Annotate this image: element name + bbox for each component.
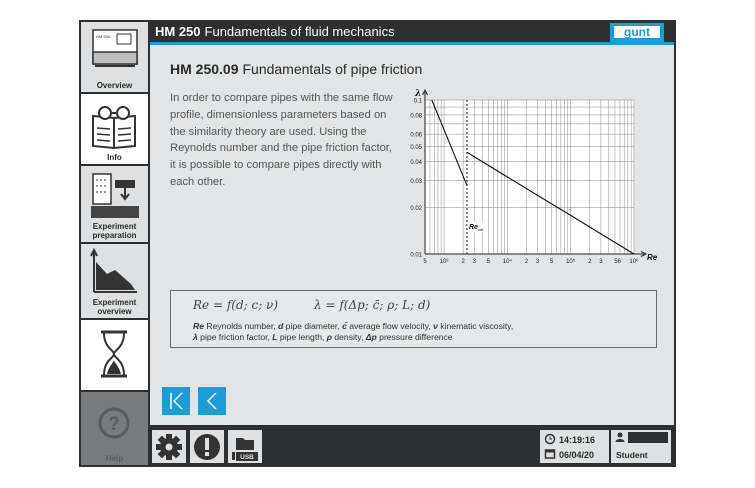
alert-icon — [190, 430, 224, 463]
chart-y-tick-label: 0.03 — [410, 179, 422, 186]
usb-label: USB — [240, 454, 254, 461]
app-code: HM 250 — [155, 24, 201, 39]
sidebar-item-hourglass[interactable] — [81, 320, 148, 390]
device-overview-icon — [81, 22, 148, 82]
formula-line — [193, 298, 466, 312]
formula-box — [170, 290, 657, 348]
usb-export-button[interactable] — [228, 430, 262, 463]
gunt-logo — [610, 23, 664, 43]
sidebar-item-label: Info — [107, 153, 122, 162]
legend-symbol: d — [278, 321, 284, 331]
main-panel — [150, 45, 674, 425]
chart-xlabel: Re — [647, 253, 658, 262]
chevron-left-icon — [198, 387, 226, 415]
legend-text: Reynolds number, — [204, 321, 279, 331]
legend-text: average flow velocity, — [346, 321, 434, 331]
chart-x-tick-label: 10³ — [439, 259, 449, 265]
chart-y-tick-label: 0.08 — [410, 113, 422, 120]
chart-plot-area — [425, 100, 634, 254]
chart-y-tick-label: 0.05 — [410, 144, 422, 151]
legend-symbol: ν — [433, 321, 438, 331]
app-title — [155, 24, 395, 39]
friction-chart — [405, 83, 667, 269]
chart-x-tick-label: 5 — [549, 259, 554, 265]
chart-x-tick-label: 5 — [486, 259, 490, 265]
chart-x-tick-label: 2 — [461, 259, 465, 265]
sidebar-item-label: Experiment preparation — [92, 222, 137, 240]
time-text: 14:19:16 — [559, 435, 596, 445]
calendar-icon — [543, 430, 557, 463]
sidebar-item-label: Overview — [96, 81, 133, 90]
chart-x-tick-label: 10⁶ — [629, 259, 639, 265]
chart-y-tick-label: 0.04 — [410, 159, 422, 166]
chart-x-tick-label: 2 — [524, 259, 529, 265]
sidebar-item-info[interactable] — [81, 94, 148, 164]
settings-icon — [152, 430, 186, 463]
app-title-text: Fundamentals of fluid mechanics — [204, 24, 395, 39]
chart-x-tick-label: 3 — [472, 259, 476, 265]
sidebar-item-label: Help — [105, 454, 124, 463]
bottom-bar — [150, 427, 674, 465]
chart-y-tick-label: 0.06 — [410, 132, 422, 139]
sidebar-item-experiment-preparation[interactable] — [81, 166, 148, 242]
clock-panel — [540, 430, 609, 463]
experiment-preparation-icon — [81, 166, 148, 222]
chart-ylabel: λ — [415, 89, 422, 99]
user-icon — [611, 430, 671, 446]
chart-annotation: Re — [468, 224, 478, 232]
sidebar-item-overview[interactable] — [81, 22, 148, 92]
back-button[interactable] — [198, 387, 226, 415]
alert-button[interactable] — [190, 430, 224, 463]
settings-button[interactable] — [152, 430, 186, 463]
page-code: HM 250.09 — [170, 61, 239, 77]
legend-line-1 — [193, 321, 513, 331]
skip-to-first-icon — [162, 387, 190, 415]
legend-text: pipe friction factor, — [197, 332, 273, 342]
legend-text: pipe diameter, — [283, 321, 343, 331]
logo-text: gunt — [624, 25, 650, 39]
user-name: Student — [616, 450, 648, 460]
legend-symbol: λ — [193, 332, 198, 342]
page-title-text: Fundamentals of pipe friction — [242, 61, 423, 77]
legend-symbol: ρ — [326, 332, 332, 342]
sidebar-item-experiment-overview[interactable] — [81, 244, 148, 318]
chart-x-tick-label: 56 — [614, 259, 621, 265]
description-text: In order to compare pipes with the same flow profile, dimensionless parameters based on the similarity theory are used. Using the Reynolds number and the pipe friction factor, it is possible to compare pipes directly with each other. — [170, 92, 393, 188]
formula-lambda: λ = f(Δp; c̄; ρ; L; d) — [314, 298, 431, 312]
legend-symbol: Re — [193, 321, 204, 331]
hourglass-icon — [81, 320, 148, 390]
legend-text: density, — [331, 332, 366, 342]
legend-text: kinematic viscosity, — [437, 321, 514, 331]
chart-x-tick-label: 10⁴ — [502, 259, 513, 265]
chart-annotation-subscript: crit — [477, 227, 484, 233]
user-panel[interactable] — [611, 430, 671, 463]
chart-x-tick-label: 5 — [423, 259, 427, 265]
chart-y-tick-label: 0.1 — [413, 98, 422, 105]
page-title — [170, 61, 422, 77]
chart-x-tick-label: 3 — [599, 259, 603, 265]
legend-symbol: L — [272, 332, 278, 342]
book-glasses-icon — [81, 94, 148, 152]
legend-text: pressure difference — [376, 332, 453, 342]
legend-symbol: Δp — [365, 332, 377, 342]
chart-x-tick-label: 3 — [535, 259, 540, 265]
legend-text: pipe length, — [277, 332, 327, 342]
legend-line-2 — [193, 332, 453, 342]
date-text: 06/04/20 — [559, 450, 595, 460]
chart-y-tick-label: 0.01 — [410, 252, 422, 259]
sidebar-item-help[interactable] — [81, 392, 148, 465]
chart-y-tick-label: 0.02 — [410, 206, 422, 213]
experiment-chart-icon — [81, 244, 148, 300]
formula-reynolds: Re = f(d; c; ν) — [193, 298, 279, 312]
help-icon — [81, 392, 148, 452]
overview-device-text: HM 250 — [96, 34, 111, 39]
usb-folder-icon — [228, 430, 262, 463]
first-page-button[interactable] — [162, 387, 190, 415]
chart-x-tick-label: 10⁵ — [566, 259, 576, 265]
header-bar — [150, 22, 674, 42]
svg-text:?: ? — [108, 414, 120, 435]
legend-symbol: c̄ — [342, 321, 347, 331]
chart-x-tick-label: 2 — [588, 259, 592, 265]
sidebar-item-label: Experiment overview — [92, 298, 137, 316]
